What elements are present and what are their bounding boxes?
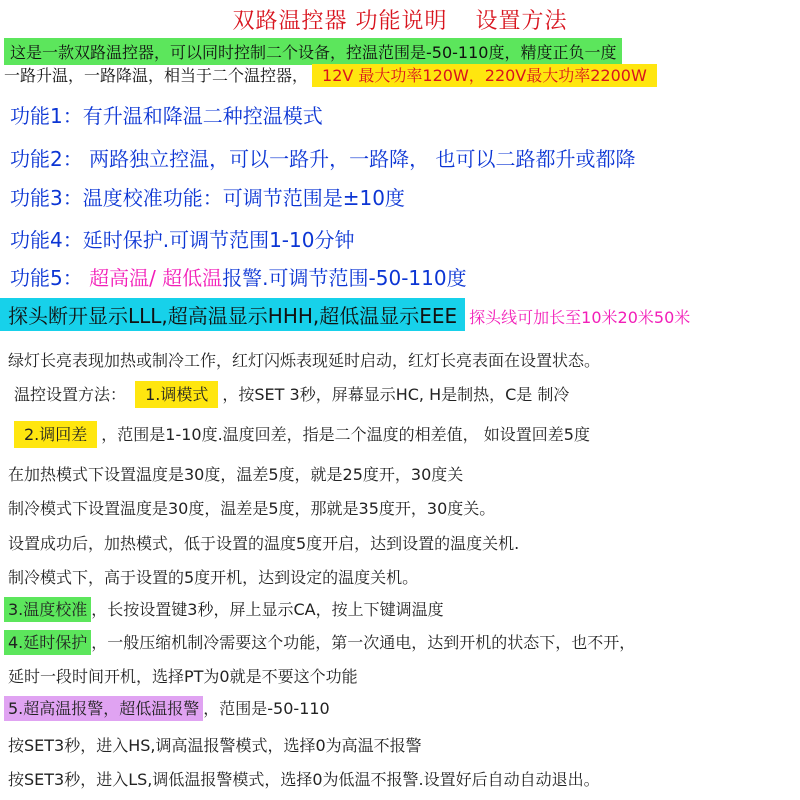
- feature-5-prefix: 功能5：: [10, 266, 83, 290]
- tag-hysteresis: 2.调回差: [14, 421, 97, 448]
- cooling-explanation: 制冷模式下，高于设置的5度开机，达到设定的温度关机。: [8, 568, 419, 587]
- feature-5-alarm: 超高温/ 超低温: [82, 266, 223, 290]
- heating-explanation: 设置成功后，加热模式，低于设置的温度5度开启，达到设置的温度关机.: [8, 534, 520, 553]
- hysteresis-text: ，范围是1-10度.温度回差，指是二个温度的相差值， 如设置回差5度: [101, 425, 590, 444]
- tag-delay: 4.延时保护: [4, 630, 91, 655]
- probe-display-codes: 探头断开显示LLL,超高温显示HHH,超低温显示EEE: [0, 298, 465, 331]
- setup-mode-text: ，按SET 3秒，屏幕显示HC, H是制热，C是 制冷: [222, 385, 570, 404]
- setup-mode-line: [14, 382, 569, 405]
- delay-text: ，一般压缩机制冷需要这个功能，第一次通电，达到开机的状态下，也不开，: [91, 633, 636, 652]
- intro-line-2: [4, 63, 657, 86]
- feature-5: [10, 262, 467, 291]
- indicator-lights-text: 绿灯长亮表现加热或制冷工作，红灯闪烁表现延时启动，红灯长亮表面在设置状态。: [8, 351, 601, 370]
- low-alarm-text: 按SET3秒，进入LS,调低温报警模式，选择0为低温不报警.设置好后自动自动退出。: [8, 770, 600, 789]
- heating-example: 在加热模式下设置温度是30度，温差5度，就是25度开，30度关: [8, 465, 464, 484]
- tag-mode: 1.调模式: [135, 381, 218, 408]
- intro-line-2-text: 一路升温，一路降温，相当于二个温控器，: [4, 66, 309, 85]
- calibration-line: [4, 597, 444, 620]
- feature-2: 功能2： 两路独立控温，可以一路升，一路降， 也可以二路都升或都降: [10, 147, 636, 171]
- title-sub: 设置方法: [475, 9, 568, 34]
- probe-extension: 探头线可加长至10米20米50米: [469, 308, 691, 327]
- cooling-example: 制冷模式下设置温度是30度，温差是5度，那就是35度开，30度关。: [8, 499, 496, 518]
- tag-calibration: 3.温度校准: [4, 597, 91, 622]
- page-title: [0, 4, 800, 35]
- alarm-line: [4, 696, 330, 719]
- probe-info: [0, 298, 690, 331]
- tag-alarm: 5.超高温报警，超低温报警: [4, 696, 203, 721]
- feature-4: 功能4：延时保护.可调节范围1-10分钟: [10, 228, 355, 252]
- alarm-range-text: ，范围是-50-110: [203, 699, 330, 718]
- calibration-text: ，长按设置键3秒，屏上显示CA，按上下键调温度: [91, 600, 444, 619]
- power-rating: 12V 最大功率120W，220V最大功率2200W: [312, 64, 657, 87]
- feature-3: 功能3：温度校准功能：可调节范围是±10度: [10, 186, 405, 210]
- delay-text-2: 延时一段时间开机，选择PT为0就是不要这个功能: [8, 667, 358, 686]
- high-alarm-text: 按SET3秒，进入HS,调高温报警模式，选择0为高温不报警: [8, 736, 422, 755]
- hysteresis-line: [14, 422, 590, 445]
- intro-line-1: 这是一款双路温控器，可以同时控制二个设备，控温范围是-50-110度，精度正负一度: [4, 38, 622, 65]
- title-main: 双路温控器 功能说明: [232, 9, 448, 34]
- delay-line: [4, 630, 635, 653]
- feature-1: 功能1：有升温和降温二种控温模式: [10, 104, 323, 128]
- setup-method-label: 温控设置方法：: [14, 385, 127, 404]
- feature-5-suffix: 报警.可调节范围-50-110度: [222, 266, 467, 290]
